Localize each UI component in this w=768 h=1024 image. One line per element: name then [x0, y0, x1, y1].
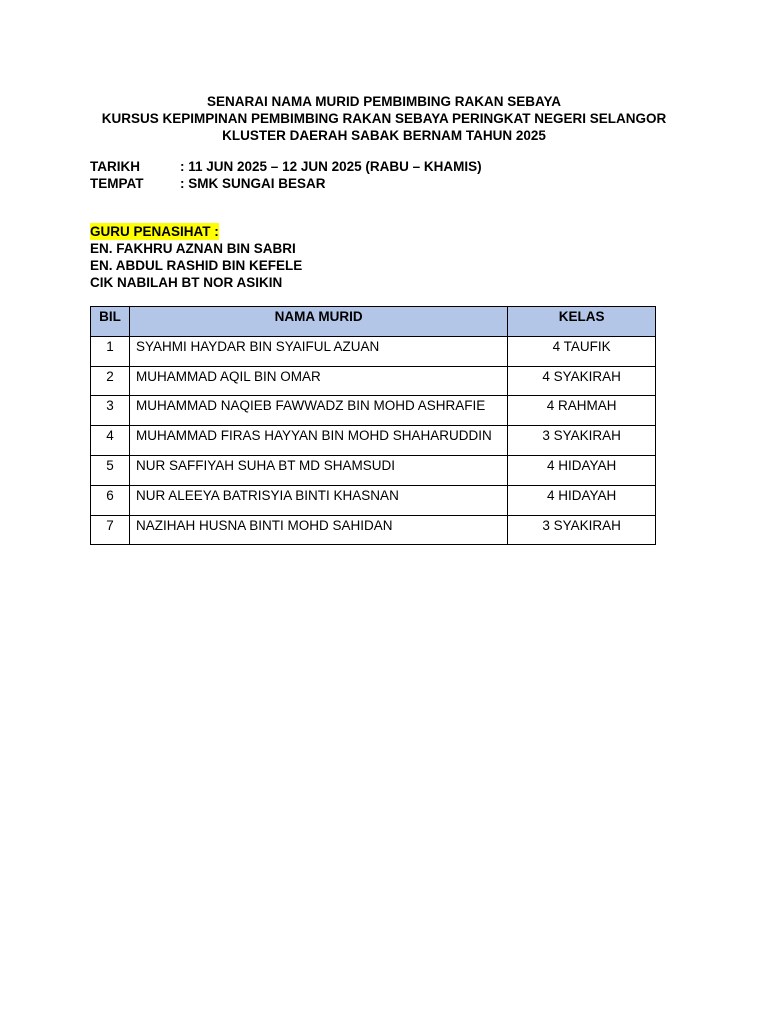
cell-bil: 3 — [91, 396, 130, 426]
table-row — [91, 455, 656, 485]
header-kelas: KELAS — [508, 307, 656, 337]
title-line-3: KLUSTER DAERAH SABAK BERNAM TAHUN 2025 — [222, 128, 546, 143]
table-row — [91, 396, 656, 426]
cell-nama: MUHAMMAD AQIL BIN OMAR — [129, 366, 507, 396]
table-row — [91, 336, 656, 366]
advisor-name: CIK NABILAH BT NOR ASIKIN — [90, 275, 283, 290]
table-row — [91, 515, 656, 545]
table-header-row — [91, 307, 656, 337]
cell-bil: 4 — [91, 426, 130, 456]
title-line-2: KURSUS KEPIMPINAN PEMBIMBING RAKAN SEBAYA PERINGKAT NEGERI SELANGOR — [101, 111, 667, 126]
cell-nama: MUHAMMAD NAQIEB FAWWADZ BIN MOHD ASHRAFIE — [129, 396, 507, 426]
cell-bil: 7 — [91, 515, 130, 545]
table-row — [91, 426, 656, 456]
event-info — [90, 158, 482, 192]
info-row-tempat — [90, 175, 482, 192]
cell-kelas: 4 TAUFIK — [508, 336, 656, 366]
tempat-label: TEMPAT — [90, 176, 144, 191]
cell-kelas: 3 SYAKIRAH — [508, 515, 656, 545]
table-row — [91, 366, 656, 396]
cell-kelas: 4 HIDAYAH — [508, 455, 656, 485]
cell-nama: NUR ALEEYA BATRISYIA BINTI KHASNAN — [129, 485, 507, 515]
title-line-1: SENARAI NAMA MURID PEMBIMBING RAKAN SEBAYA — [206, 94, 562, 109]
advisor-name: EN. ABDUL RASHID BIN KEFELE — [90, 258, 303, 273]
cell-nama: SYAHMI HAYDAR BIN SYAIFUL AZUAN — [129, 336, 507, 366]
cell-bil: 6 — [91, 485, 130, 515]
header-nama-murid: NAMA MURID — [129, 307, 507, 337]
cell-nama: NUR SAFFIYAH SUHA BT MD SHAMSUDI — [129, 455, 507, 485]
advisor-name: EN. FAKHRU AZNAN BIN SABRI — [90, 241, 296, 256]
table-row — [91, 485, 656, 515]
cell-kelas: 4 SYAKIRAH — [508, 366, 656, 396]
cell-nama: NAZIHAH HUSNA BINTI MOHD SAHIDAN — [129, 515, 507, 545]
cell-kelas: 4 HIDAYAH — [508, 485, 656, 515]
tempat-value: : SMK SUNGAI BESAR — [180, 176, 326, 191]
document-title — [0, 93, 768, 144]
cell-bil: 1 — [91, 336, 130, 366]
cell-bil: 2 — [91, 366, 130, 396]
student-table — [90, 306, 656, 545]
header-bil: BIL — [91, 307, 130, 337]
info-row-tarikh — [90, 158, 482, 175]
cell-nama: MUHAMMAD FIRAS HAYYAN BIN MOHD SHAHARUDDIN — [129, 426, 507, 456]
tarikh-label: TARIKH — [90, 159, 140, 174]
cell-kelas: 3 SYAKIRAH — [508, 426, 656, 456]
cell-kelas: 4 RAHMAH — [508, 396, 656, 426]
advisor-section — [90, 223, 302, 291]
cell-bil: 5 — [91, 455, 130, 485]
tarikh-value: : 11 JUN 2025 – 12 JUN 2025 (RABU – KHAMIS) — [180, 159, 482, 174]
advisor-heading: GURU PENASIHAT : — [90, 224, 219, 239]
